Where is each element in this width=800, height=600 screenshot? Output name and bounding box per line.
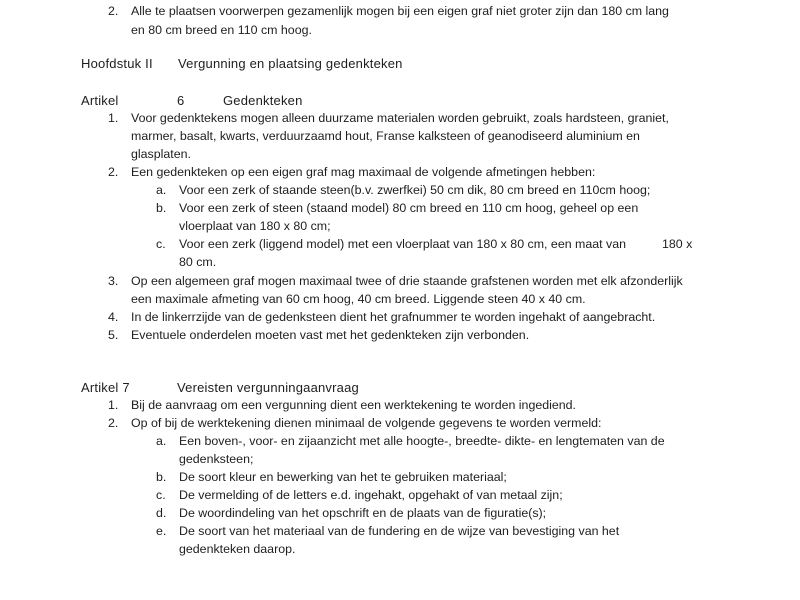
- paragraph-line: De soort van het materiaal van de fundering en de wijze van bevestiging van het: [179, 524, 620, 538]
- article-title: Gedenkteken: [223, 93, 303, 108]
- paragraph-line: Eventuele onderdelen moeten vast met het gedenkteken zijn verbonden.: [131, 328, 530, 342]
- sublist-letter: c.: [156, 488, 166, 502]
- paragraph-line: Op een algemeen graf mogen maximaal twee of drie staande grafstenen worden met elk afzonderlijk: [131, 274, 683, 288]
- paragraph-line: De soort kleur en bewerking van het te gebruiken materiaal;: [179, 470, 507, 484]
- sublist-letter: a.: [156, 434, 167, 448]
- list-number: 1.: [108, 398, 119, 412]
- list-number: 4.: [108, 310, 119, 324]
- sublist-letter: a.: [156, 183, 167, 197]
- paragraph-line: De woordindeling van het opschrift en de plaats van de figuratie(s);: [179, 506, 547, 520]
- sublist-letter: c.: [156, 237, 166, 251]
- paragraph-line: 180 x: [662, 237, 693, 251]
- list-number: 2.: [108, 165, 119, 179]
- list-number: 2.: [108, 416, 119, 430]
- paragraph-line: Voor een zerk of steen (staand model) 80 cm breed en 110 cm hoog, geheel op een: [179, 201, 639, 215]
- paragraph-line: gedenkteken daarop.: [179, 542, 296, 556]
- sublist-letter: e.: [156, 524, 167, 538]
- paragraph-line: marmer, basalt, kwarts, verduurzaamd hout, Franse kalksteen of geanodiseerd aluminium en: [131, 129, 640, 143]
- article-title: Vereisten vergunningaanvraag: [177, 380, 359, 395]
- list-number: 3.: [108, 274, 119, 288]
- paragraph-line: Voor een zerk of staande steen(b.v. zwerfkei) 50 cm dik, 80 cm breed en 110cm hoog;: [179, 183, 651, 197]
- article-number: 6: [177, 93, 185, 108]
- paragraph-line: Bij de aanvraag om een vergunning dient een werktekening te worden ingediend.: [131, 398, 576, 412]
- paragraph-line: Voor gedenktekens mogen alleen duurzame materialen worden gebruikt, zoals hardsteen, graniet,: [131, 111, 669, 125]
- paragraph-line: gedenksteen;: [179, 452, 254, 466]
- chapter-label: Hoofdstuk II: [81, 56, 153, 71]
- paragraph-line: Alle te plaatsen voorwerpen gezamenlijk mogen bij een eigen graf niet groter zijn dan 180 cm lang: [131, 4, 669, 18]
- chapter-title: Vergunning en plaatsing gedenkteken: [178, 56, 403, 71]
- paragraph-line: Op of bij de werktekening dienen minimaal de volgende gegevens te worden vermeld:: [131, 416, 602, 430]
- sublist-letter: b.: [156, 470, 167, 484]
- paragraph-line: glasplaten.: [131, 147, 191, 161]
- list-number: 2.: [108, 4, 119, 18]
- sublist-letter: b.: [156, 201, 167, 215]
- article-label: Artikel: [81, 93, 119, 108]
- paragraph-line: 80 cm.: [179, 255, 217, 269]
- list-number: 1.: [108, 111, 119, 125]
- sublist-letter: d.: [156, 506, 167, 520]
- paragraph-line: en 80 cm breed en 110 cm hoog.: [131, 23, 312, 37]
- paragraph-line: Een gedenkteken op een eigen graf mag maximaal de volgende afmetingen hebben:: [131, 165, 596, 179]
- paragraph-line: In de linkerrzijde van de gedenksteen dient het grafnummer te worden ingehakt of aangebracht.: [131, 310, 656, 324]
- paragraph-line: De vermelding of de letters e.d. ingehakt, opgehakt of van metaal zijn;: [179, 488, 563, 502]
- list-number: 5.: [108, 328, 119, 342]
- paragraph-line: een maximale afmeting van 60 cm hoog, 40 cm breed. Liggende steen 40 x 40 cm.: [131, 292, 586, 306]
- paragraph-line: vloerplaat van 180 x 80 cm;: [179, 219, 331, 233]
- article-label: Artikel 7: [81, 380, 130, 395]
- paragraph-line: Voor een zerk (liggend model) met een vloerplaat van 180 x 80 cm, een maat van: [179, 237, 627, 251]
- paragraph-line: Een boven-, voor- en zijaanzicht met alle hoogte-, breedte- dikte- en lengtematen van de: [179, 434, 665, 448]
